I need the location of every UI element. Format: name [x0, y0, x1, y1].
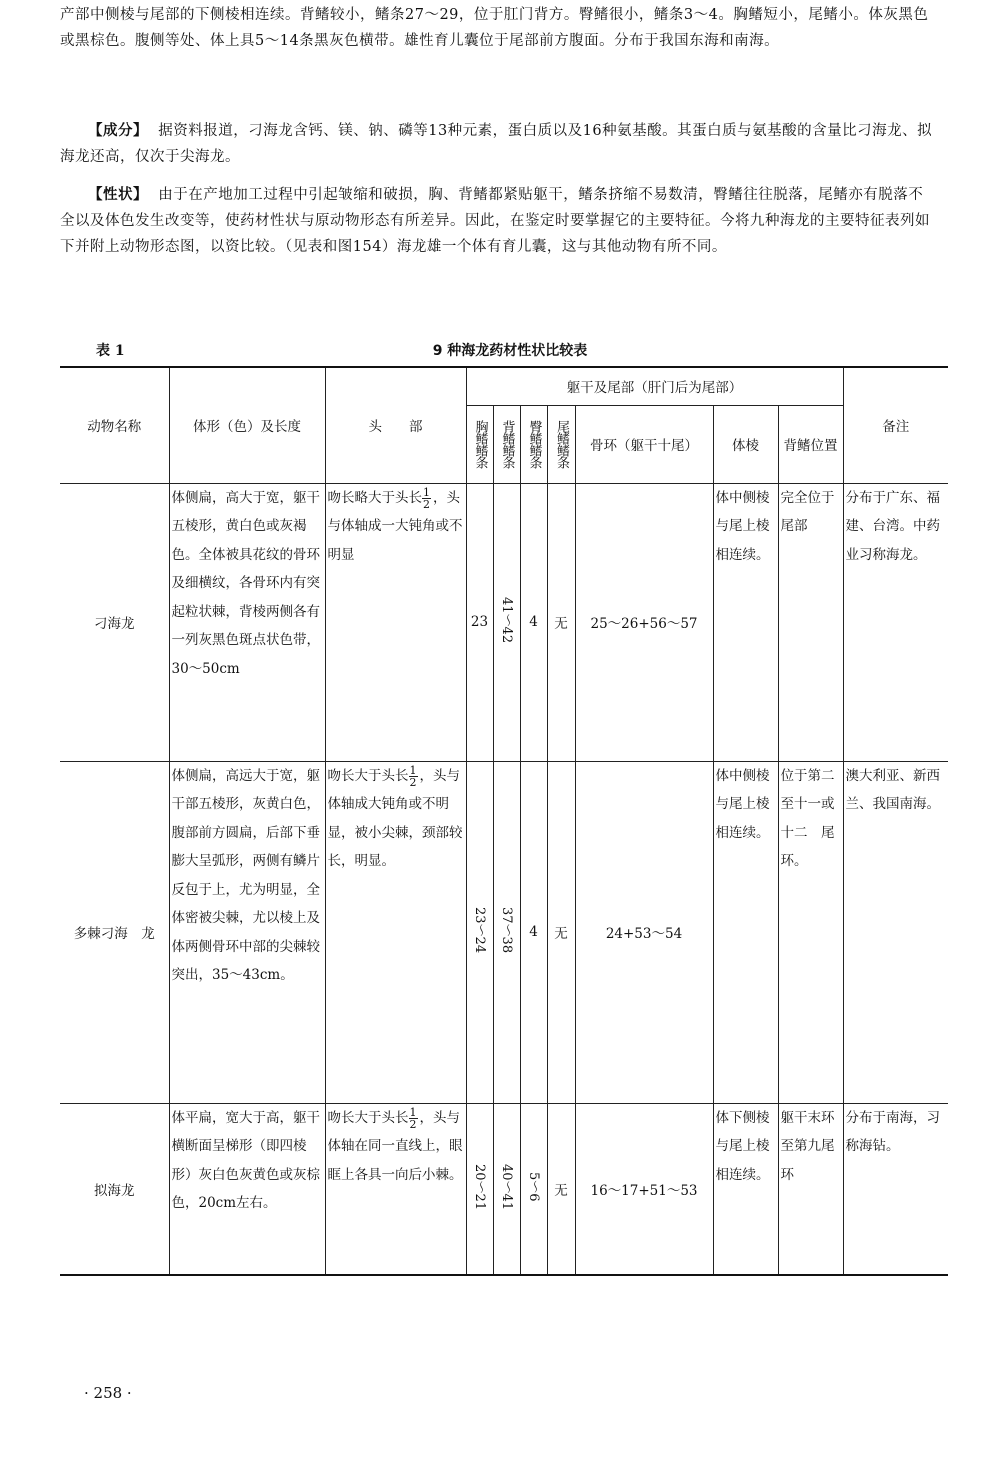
fraction-denominator: 2: [423, 497, 430, 511]
cell-pectoral: [466, 1103, 493, 1275]
header-row-1: [60, 367, 948, 405]
cell-dorsal-position: 躯干末环至第九尾环: [778, 1103, 843, 1275]
fraction: [409, 765, 418, 788]
header-remarks: 备注: [843, 367, 948, 483]
header-dorsal-position: 背鳍位置: [778, 405, 843, 483]
cell-ridge: 体中侧棱与尾上棱相连续。: [713, 761, 778, 1103]
cell-caudal: 无: [547, 1103, 575, 1275]
pectoral-value: 20～21: [472, 1163, 487, 1210]
table-label: 表 1: [96, 343, 125, 359]
head-text-pre: 吻长大于头长: [327, 1109, 409, 1126]
head-text-post: ，头与体轴成大钝角或不明显，被小尖棘，颈部较长，明显。: [327, 767, 463, 869]
cell-body: 体侧扁，高大于宽，躯干五棱形，黄白色或灰褐色。全体被具花纹的骨环及细横纹，各骨环内有突起粒状棘，背棱两侧各有一列灰黑色斑点状色带，30～50cm: [169, 483, 325, 761]
cell-body: 体侧扁，高远大于宽，躯干部五棱形，灰黄白色，腹部前方圆扁，后部下垂膨大呈弧形，两侧有鳞片反包于上，尤为明显，全体密被尖棘，尤以棱上及体两侧骨环中部的尖棘较突出，35～43cm。: [169, 761, 325, 1103]
header-trunk-tail: 躯干及尾部（肝门后为尾部）: [466, 367, 843, 405]
fraction: [409, 1107, 418, 1130]
paragraph-composition: [60, 118, 938, 170]
table-row: [60, 761, 948, 1103]
cell-caudal: 无: [547, 761, 575, 1103]
composition-text: 据资料报道，刁海龙含钙、镁、钠、磷等13种元素，蛋白质以及16种氨基酸。其蛋白质与氨基酸的含量比刁海龙、拟海龙还高，仅次于尖海龙。: [60, 123, 933, 165]
section-tag-characters: 【性状】: [88, 187, 148, 203]
header-name: 动物名称: [60, 367, 169, 483]
pectoral-value: 23～24: [472, 906, 487, 954]
header-body: 体形（色）及长度: [169, 367, 325, 483]
characters-text: 由于在产地加工过程中引起皱缩和破损，胸、背鳍都紧贴躯干，鳍条挤缩不易数清，臀鳍往往脱落，尾鳍亦有脱落不全以及体色发生改变等，使药材性状与原动物形态有所差异。因此，在鉴定时要掌握它的主要特征。今将九种海龙的主要特征表列如下并附上动物形态图，以资比较。（见表和图154）海龙雄一个体有育儿囊，这与其他动物有所不同。: [60, 187, 930, 255]
cell-body: 体平扁，宽大于高，躯干横断面呈梯形（即四棱形）灰白色灰黄色或灰棕色，20cm左右。: [169, 1103, 325, 1275]
head-text-post: ，头与体轴成一大钝角或不明显: [327, 489, 463, 563]
cell-name: 多棘刁海 龙: [60, 761, 169, 1103]
cell-pectoral: [466, 761, 493, 1103]
fraction-numerator: 1: [409, 763, 417, 777]
cell-dorsal: [493, 761, 520, 1103]
table-row: [60, 483, 948, 761]
fraction-denominator: 2: [409, 1117, 417, 1131]
paragraph-description: 产部中侧棱与尾部的下侧棱相连续。背鳍较小，鳍条27～29，位于肛门背方。臀鳍很小，鳍条3～4。胸鳍短小，尾鳍小。体灰黑色或黑棕色。腹侧等处、体上具5～14条黑灰色横带。雄性育儿囊位于尾部前方腹面。分布于我国东海和南海。: [60, 7, 929, 49]
page-number: · 258 ·: [84, 1384, 132, 1402]
cell-remarks: 分布于广东、福建、台湾。中药业习称海龙。: [843, 483, 948, 761]
cell-ridge: 体下侧棱与尾上棱相连续。: [713, 1103, 778, 1275]
cell-ridge: 体中侧棱与尾上棱相连续。: [713, 483, 778, 761]
cell-name: 拟海龙: [60, 1103, 169, 1275]
fraction-denominator: 2: [409, 775, 417, 789]
header-head: 头 部: [325, 367, 466, 483]
cell-dorsal-position: 位于第二至十一或十二 尾环。: [778, 761, 843, 1103]
head-text-post: ，头与体轴在同一直线上，眼眶上各具一向后小棘。: [327, 1109, 463, 1183]
anal-value: 5～6: [526, 1171, 541, 1202]
cell-caudal: 无: [547, 483, 575, 761]
cell-dorsal: [493, 483, 520, 761]
header-caudal: 尾鳍鳍条: [547, 405, 575, 483]
header-dorsal: 背鳍鳍条: [493, 405, 520, 483]
paragraph-characters: [60, 182, 938, 260]
cell-head: [325, 1103, 466, 1275]
cell-rings: 16～17+51～53: [575, 1103, 713, 1275]
cell-dorsal-position: 完全位于尾部: [778, 483, 843, 761]
table-title: 9 种海龙药材性状比较表: [432, 343, 588, 359]
cell-head: [325, 483, 466, 761]
cell-pectoral: 23: [466, 483, 493, 761]
cell-remarks: 澳大利亚、新西兰、我国南海。: [843, 761, 948, 1103]
cell-rings: 24+53～54: [575, 761, 713, 1103]
section-tag-composition: 【成分】: [88, 123, 148, 139]
cell-rings: 25～26+56～57: [575, 483, 713, 761]
header-rings: 骨环（躯干十尾）: [575, 405, 713, 483]
cell-head: [325, 761, 466, 1103]
dorsal-value: 37～38: [499, 906, 514, 954]
header-ridge: 体棱: [713, 405, 778, 483]
cell-anal: 4: [520, 761, 547, 1103]
head-text-pre: 吻长略大于头长: [327, 489, 422, 506]
header-pectoral: 胸鳍鳍条: [466, 405, 493, 483]
header-anal: 臀鳍鳍条: [520, 405, 547, 483]
dorsal-value: 41～42: [499, 596, 514, 644]
cell-remarks: 分布于南海，习称海钻。: [843, 1103, 948, 1275]
comparison-table: [60, 366, 948, 1276]
table-row: [60, 1103, 948, 1275]
dorsal-value: 40～41: [499, 1163, 514, 1210]
fraction-numerator: 1: [423, 485, 430, 499]
fraction-numerator: 1: [409, 1105, 417, 1119]
cell-anal: [520, 1103, 547, 1275]
fraction: [422, 487, 431, 510]
head-text-pre: 吻长大于头长: [327, 767, 409, 784]
cell-dorsal: [493, 1103, 520, 1275]
cell-name: 刁海龙: [60, 483, 169, 761]
cell-anal: 4: [520, 483, 547, 761]
